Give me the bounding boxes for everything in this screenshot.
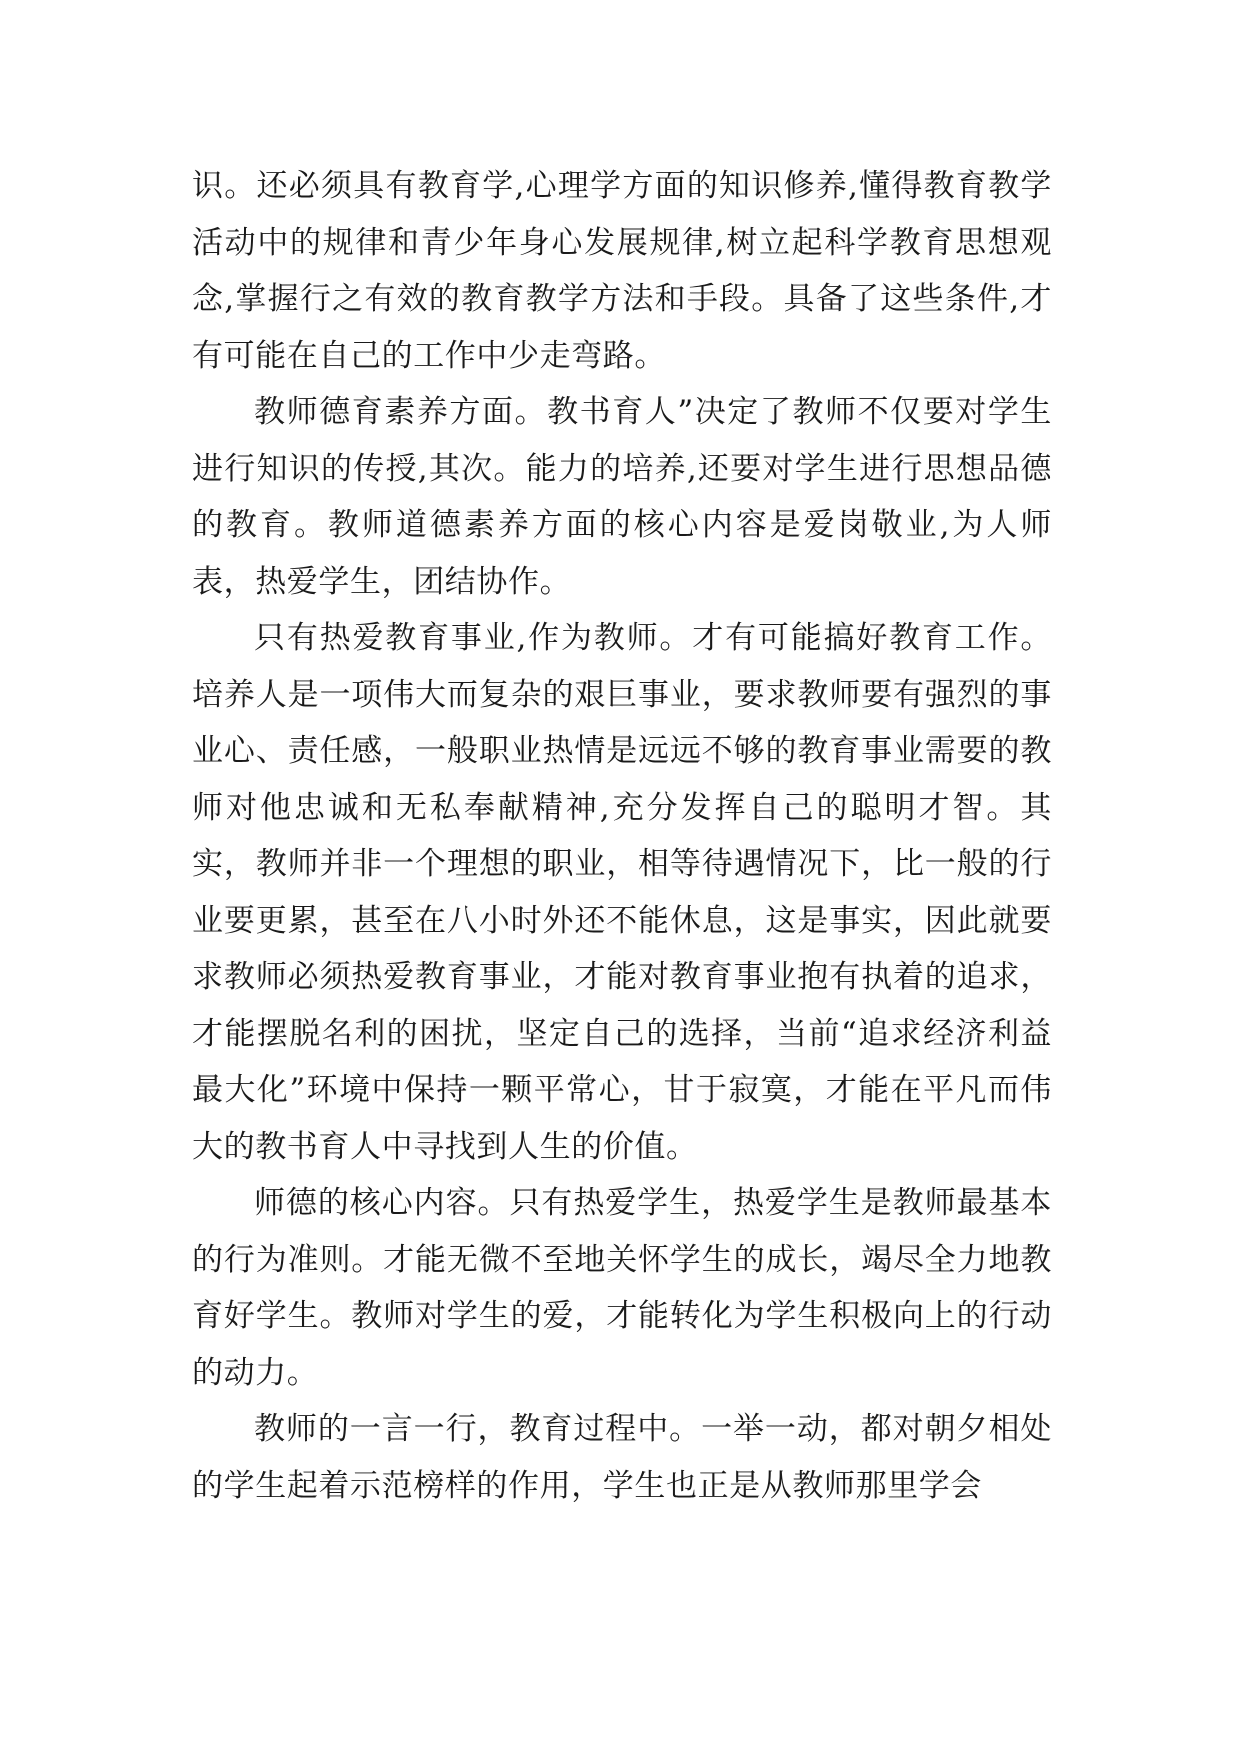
paragraph-4: 师德的核心内容。只有热爱学生，热爱学生是教师最基本的行为准则。才能无微不至地关怀学生的成长，竭尽全力地教育好学生。教师对学生的爱，才能转化为学生积极向上的行动的动力。 [192,1185,1052,1391]
paragraph-2: 教师德育素养方面。教书育人”决定了教师不仅要对学生进行知识的传授,其次。能力的培养,还要对学生进行思想品德的教育。教师道德素养方面的核心内容是爱岗敬业,为人师表，热爱学生，团结协作。 [192,394,1052,600]
paragraph-5: 教师的一言一行，教育过程中。一举一动，都对朝夕相处的学生起着示范榜样的作用，学生也正是从教师那里学会 [192,1411,1052,1504]
paragraph-3: 只有热爱教育事业,作为教师。才有可能搞好教育工作。培养人是一项伟大而复杂的艰巨事业，要求教师要有强烈的事业心、责任感，一般职业热情是远远不够的教育事业需要的教师对他忠诚和无私奉献精神,充分发挥自己的聪明才智。其实，教师并非一个理想的职业，相等待遇情况下，比一般的行业要更累，甚至在八小时外还不能休息，这是事实，因此就要求教师必须热爱教育事业，才能对教育事业抱有执着的追求，才能摆脱名利的困扰，坚定自己的选择，当前“追求经济利益最大化”环境中保持一颗平常心，甘于寂寞，才能在平凡而伟大的教书育人中寻找到人生的价值。 [192,620,1052,1165]
paragraph-1: 识。还必须具有教育学,心理学方面的知识修养,懂得教育教学活动中的规律和青少年身心发展规律,树立起科学教育思想观念,掌握行之有效的教育教学方法和手段。具备了这些条件,才有可能在自己的工作中少走弯路。 [192,168,1052,374]
document-body [192,158,1052,1514]
